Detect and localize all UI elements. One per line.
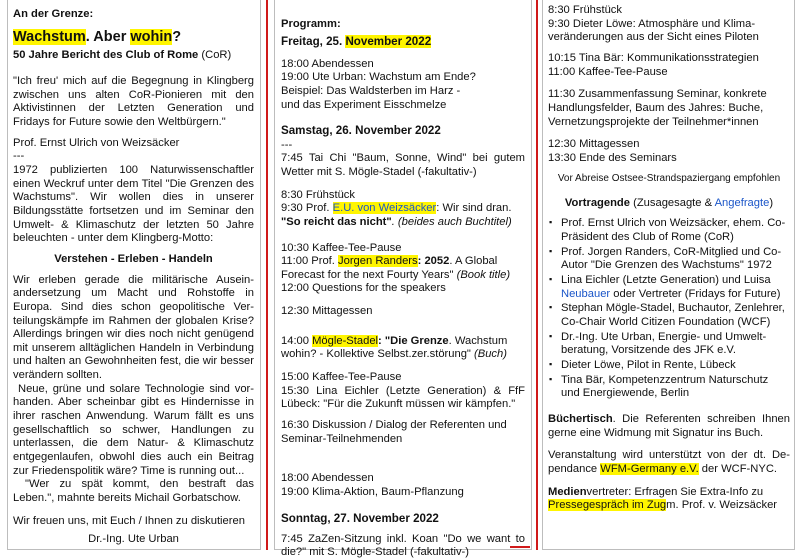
signature: Dr.-Ing. Ute Urban — [88, 533, 179, 546]
program-item: 19:00 Ute Urban: Wachstum am Ende? — [281, 71, 476, 84]
book-table-note: Büchertisch. Die Referenten schreiben Ihnen gerne eine Widmung mit Signatur ins Buch. — [548, 412, 790, 439]
speakers-heading: Vortragende (Zusagesagte & Angefragte) — [564, 196, 774, 209]
program-item: 16:30 Diskussion / Dialog der Referenten und Seminar-Teilnehmenden — [281, 419, 507, 445]
day-friday: Freitag, 25. November 2022 — [281, 34, 432, 48]
program-item: Beispiel: Das Waldsterben im Harz - — [281, 85, 461, 98]
program-item: 11:30 Zusammenfassung Seminar, konkrete Handlungsfelder, Baum des Jahres: Buche, Vernetzungsprojekte der Teilnehmer*innen — [548, 88, 767, 128]
program-item: 8:30 Frühstück — [281, 188, 355, 201]
program-item: 12:30 Mittagessen — [548, 138, 640, 151]
program-item: 12:30 Mittagessen — [281, 305, 373, 318]
speaker-item: ▪ Dieter Löwe, Pilot in Rente, Lübeck — [548, 359, 790, 373]
program-item: 10:15 Tina Bär: Kommunikationsstrategien — [548, 51, 759, 64]
program-item: 14:00 Mögle-Stadel: "Die Grenze. Wachstum — [281, 334, 508, 347]
main-title: Wachstum. Aber wohin? — [13, 28, 182, 45]
red-underline — [510, 546, 530, 548]
quote: "Ich freu' mich auf die Begegnung in Klingberg zwischen uns alten CoR-Pionieren mit den Aktivistinnen der Letzten Generation und Fridays for Future sowie den Weltbürgern." — [13, 75, 254, 128]
program-item: 15:30 Lina Eichler (Letzte Generation) & FfF Lübeck: "Für die Zukunft müssen wir kämpfen." — [281, 384, 525, 411]
media-note: Medienvertreter: Erfragen Sie Extra-Info zu Pressegespräch im Zugm. Prof. v. Weizsäcker — [548, 485, 778, 512]
paragraph-4: Wir freuen uns, mit Euch / Ihnen zu diskutieren — [13, 514, 245, 527]
program-item: 13:30 Ende des Seminars — [548, 151, 677, 164]
column-intro — [7, 0, 261, 550]
sponsor-note: Veranstaltung wird unterstützt von der dt. De-pendance WFM-Germany e.V. der WCF-NYC. — [548, 449, 790, 475]
column-program-continued — [542, 0, 795, 550]
column-program — [274, 0, 532, 559]
subtitle: 50 Jahre Bericht des Club of Rome (CoR) — [13, 49, 232, 62]
ostsee-note: Vor Abreise Ostsee-Strandspaziergang empfohlen — [557, 172, 781, 184]
program-item: 19:00 Klima-Aktion, Baum-Pflanzung — [281, 486, 464, 499]
program-item: 18:00 Abendessen — [281, 57, 374, 70]
header-label: An der Grenze: — [13, 8, 94, 20]
paragraph-3: "Wer zu spät kommt, den bestraft das Leben.", mahnte bereits Michail Gorbatschow. — [13, 478, 254, 505]
paragraph-1: Wir erleben gerade die militärische Ausein-andersetzung um Macht und Rohstoffe in Europa. Sind dies schon geopolitische Ver-teilungskämpfe im Rahmen der globalen Krise? Allerdings bringen wir dies noch nicht genügend mit unserem alltäglichen Handeln in Verbindung und halten an Gewohnheiten fest, die wir besser verändern sollten. — [13, 273, 254, 382]
program-item: 9:30 Dieter Löwe: Atmosphäre und Klima-veränderungen aus der Sicht eines Piloten — [548, 17, 759, 44]
column-divider-left — [266, 0, 268, 550]
speaker-item: ▪ Tina Bär, Kompetenzzentrum Naturschutz und Energiewende, Berlin — [548, 374, 790, 401]
program-item: 12:00 Questions for the speakers — [281, 282, 446, 295]
program-item: "So reicht das nicht". (beides auch Buchtitel) — [281, 215, 512, 228]
program-item: 7:45 Tai Chi "Baum, Sonne, Wind" bei gutem Wetter mit S. Mögle-Stadel (-fakultativ-) — [281, 152, 525, 178]
program-item: 7:45 ZaZen-Sitzung inkl. Koan "Do we want to die?" mit S. Mögle-Stadel (-fakultativ-) — [281, 532, 525, 559]
intro-text: 1972 publizierten 100 Naturwissenschaftler einen Weckruf unter dem Titel "Die Grenzen des Wachstums". Wir wollen dies in unserer Bildungsstätte fortsetzen und im Seminar den Umwelt- & Klimaschutz der letzten 50 Jahre beleuchten - unter dem Klingberg-Motto: — [13, 163, 254, 245]
quote-author: Prof. Ernst Ulrich von Weizsäcker — [13, 136, 180, 149]
speaker-list — [548, 217, 790, 401]
program-item: 9:30 Prof. E.U. von Weizsäcker: Wir sind dran. — [281, 202, 512, 215]
program-item: 18:00 Abendessen — [281, 472, 374, 485]
program-item: 11:00 Prof. Jorgen Randers: 2052. A Global — [281, 255, 498, 268]
program-item: 10:30 Kaffee-Tee-Pause — [281, 241, 402, 254]
column-divider-right — [536, 0, 538, 550]
paragraph-2: Neue, grüne und solare Technologie sind vor-handen. Aber scheinbar gibt es Hindernisse in ihrer raschen Anwendung. Warum fällt es uns gesellschaftlich so schwer, Handlungen zu unterlassen, die dem Natur- & Klimaschutz entgegenlaufen, obwohl dies auch ein Beitrag zur Friedenspolitik wäre? Time is running out... — [13, 382, 254, 477]
dash-separator: --- — [13, 150, 25, 163]
program-item: 8:30 Frühstück — [548, 4, 622, 16]
day-sunday: Sonntag, 27. November 2022 — [281, 511, 439, 525]
speaker-item: ▪ Dr.-Ing. Ute Urban, Energie- und Umwelt-beratung, Vorsitzende des JFK e.V. — [548, 331, 790, 358]
program-item: wohin? - Kollektive Selbst.zer.störung" (Buch) — [281, 348, 507, 361]
speaker-item: ▪ Prof. Ernst Ulrich von Weizsäcker, ehem. Co-Präsident des Club of Rome (CoR) — [548, 217, 790, 244]
program-item: 15:00 Kaffee-Tee-Pause — [281, 371, 402, 384]
program-item: Forecast for the next Fourty Years" (Book title) — [281, 268, 511, 281]
dash-separator: --- — [281, 138, 293, 151]
speaker-item: ▪ Lina Eichler (Letzte Generation) und Luisa Neubauer oder Vertreter (Fridays for Future) — [548, 274, 790, 301]
speaker-item: ▪ Stephan Mögle-Stadel, Buchautor, Zenlehrer, Co-Chair World Citizen Foundation (WCF) — [548, 302, 790, 329]
day-saturday: Samstag, 26. November 2022 — [281, 124, 441, 138]
program-item: 11:00 Kaffee-Tee-Pause — [548, 65, 668, 78]
program-heading: Programm: — [281, 18, 341, 30]
speaker-item: ▪ Prof. Jorgen Randers, CoR-Mitglied und Co-Autor "Die Grenzen des Wachstums" 1972 — [548, 246, 790, 273]
program-item: und das Experiment Eisschmelze — [281, 98, 447, 111]
motto: Verstehen - Erleben - Handeln — [54, 252, 213, 265]
